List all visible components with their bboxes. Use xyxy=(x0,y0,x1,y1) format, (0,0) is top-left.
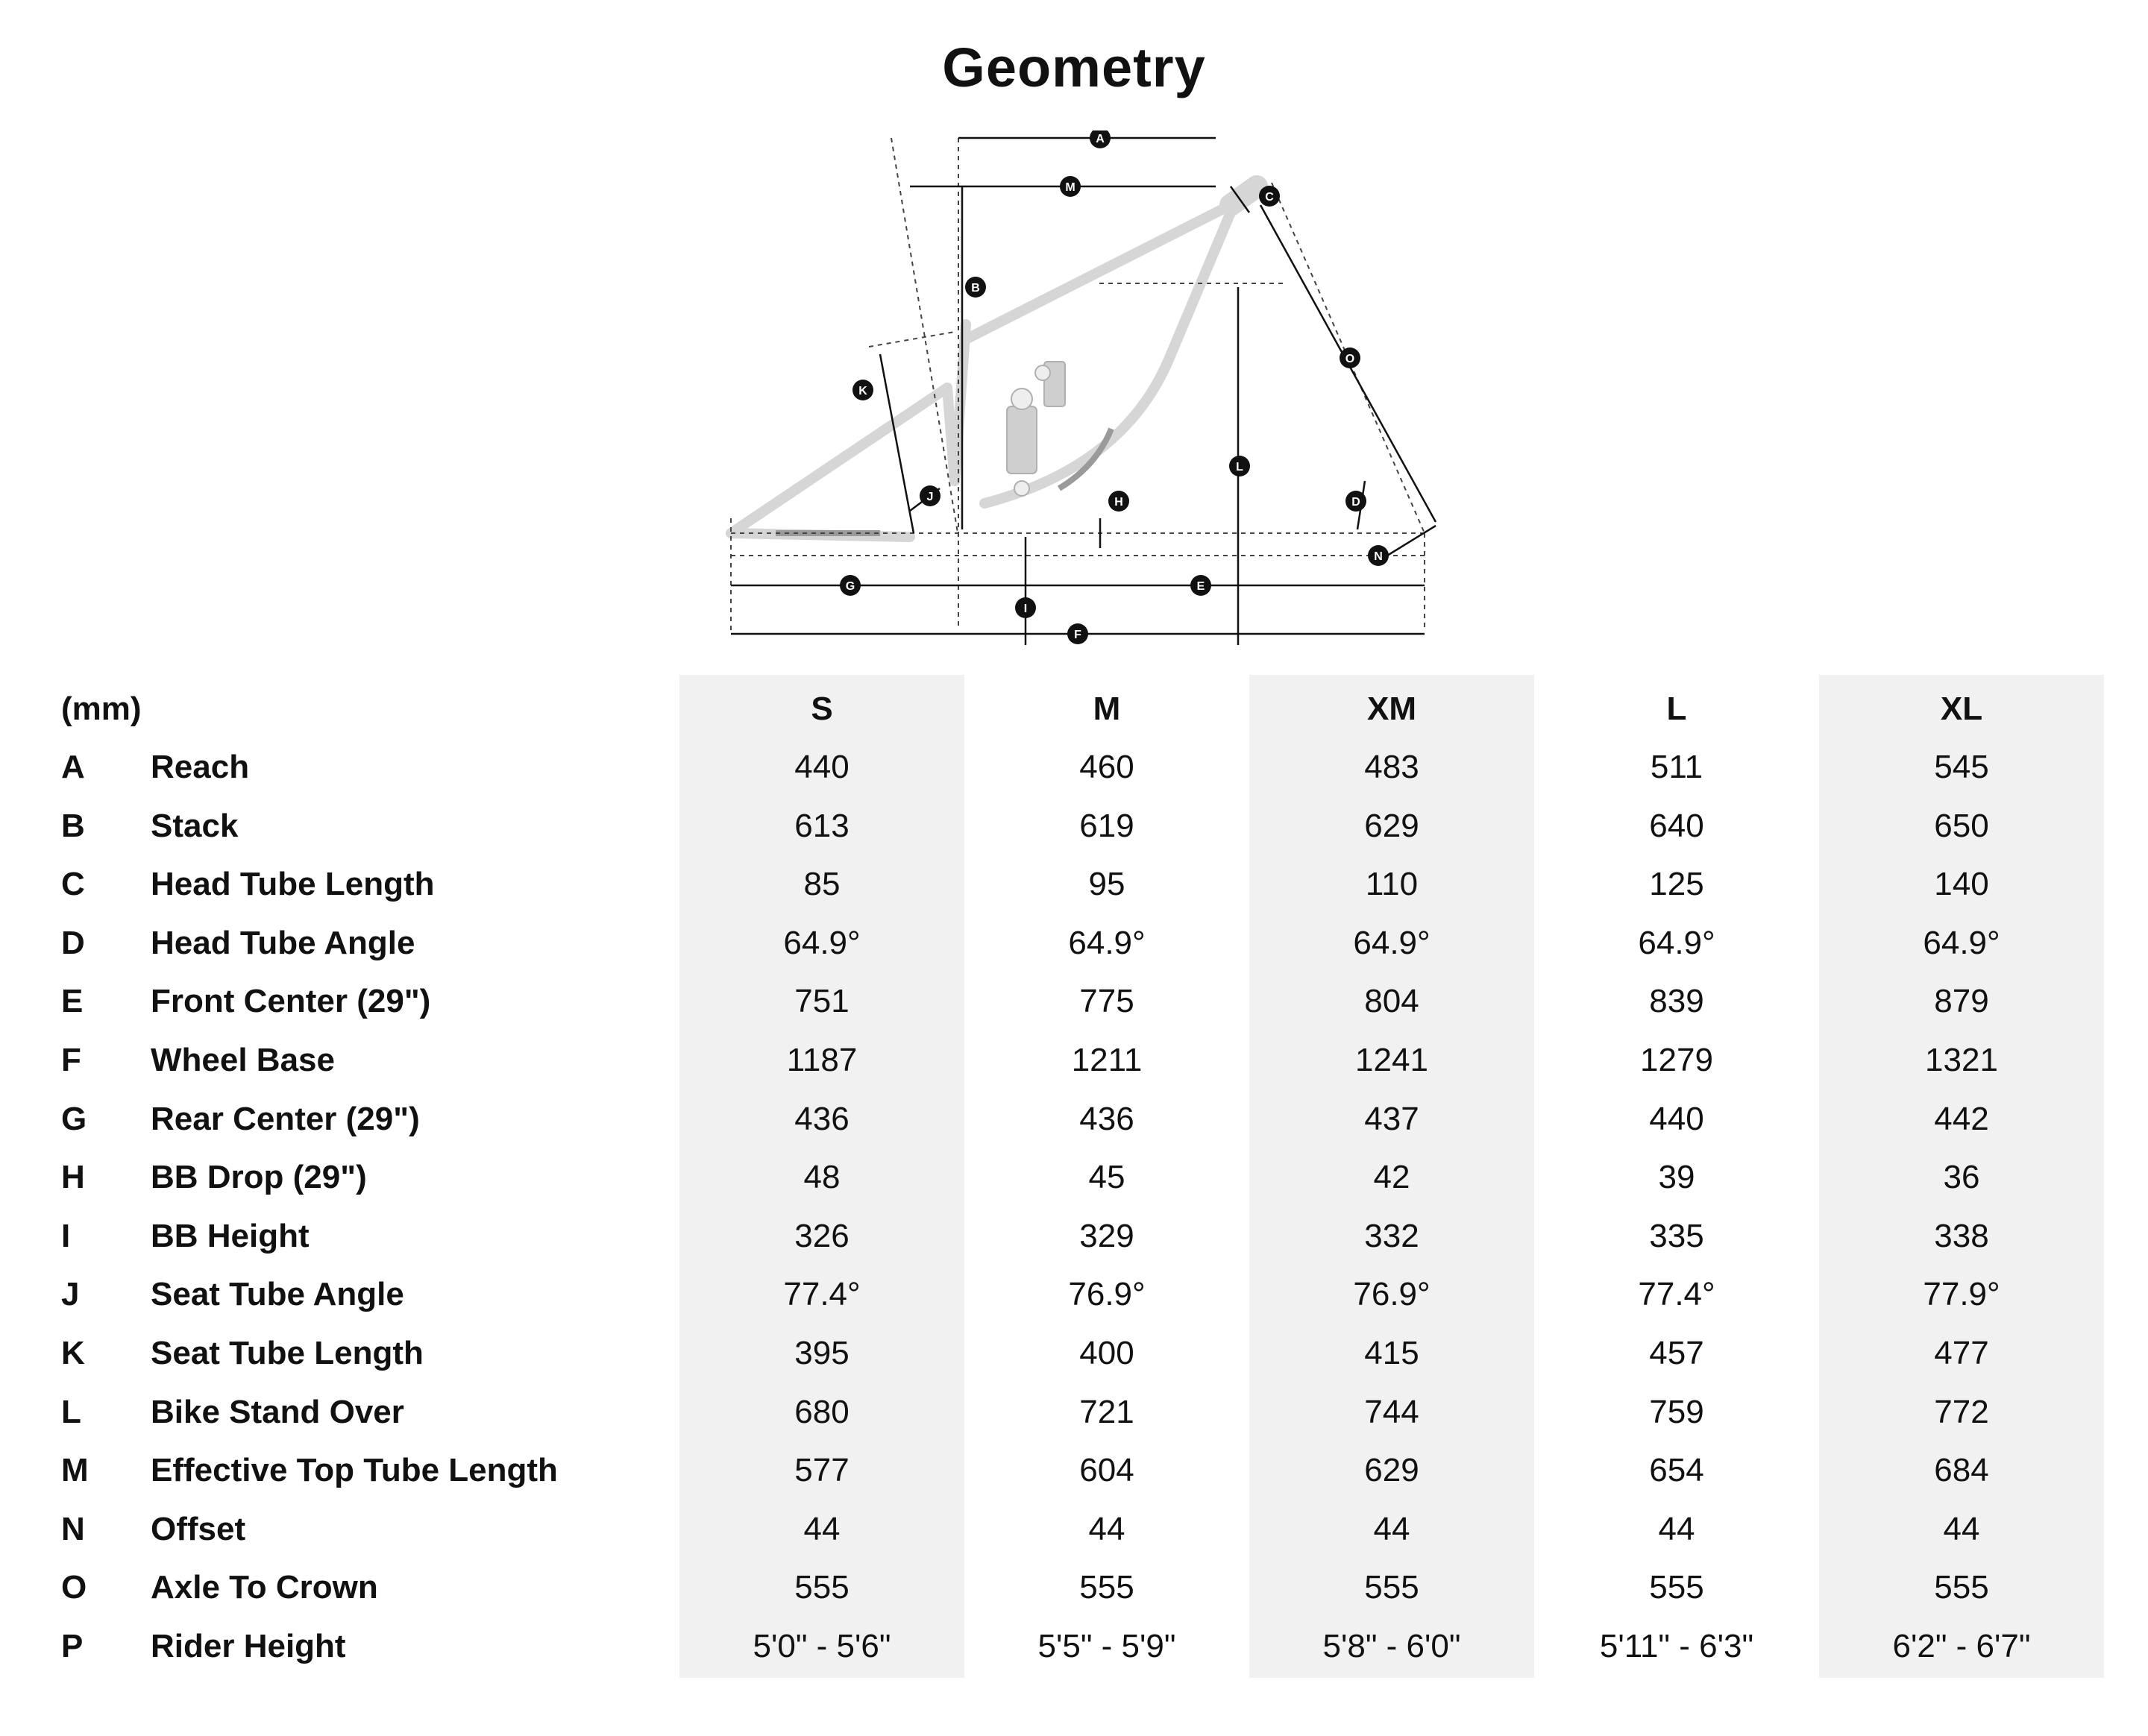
row-label: Head Tube Angle xyxy=(151,925,415,961)
row-value-xl: 555 xyxy=(1934,1569,1989,1606)
row-value-xl: 77.9° xyxy=(1923,1276,2000,1312)
marker-g xyxy=(840,575,861,596)
row-value-m: 76.9° xyxy=(1068,1276,1146,1312)
svg-text:E: E xyxy=(1196,580,1205,593)
row-value-s: 5'0" - 5'6" xyxy=(753,1628,891,1664)
svg-text:J: J xyxy=(926,491,934,503)
table-row xyxy=(0,1500,2148,1559)
marker-b xyxy=(965,277,986,298)
table-row xyxy=(0,1559,2148,1617)
unit-label: (mm) xyxy=(61,691,142,727)
marker-m xyxy=(1060,176,1081,197)
row-letter: N xyxy=(61,1511,85,1547)
table-row xyxy=(0,738,2148,796)
row-letter: C xyxy=(61,866,85,902)
table-row xyxy=(0,1148,2148,1207)
svg-text:G: G xyxy=(845,580,855,593)
row-label: Offset xyxy=(151,1511,246,1547)
row-value-m: 721 xyxy=(1079,1394,1134,1430)
marker-e xyxy=(1190,575,1211,596)
row-value-xl: 36 xyxy=(1943,1159,1980,1195)
row-label: Axle To Crown xyxy=(151,1569,378,1606)
svg-text:C: C xyxy=(1265,191,1274,204)
row-value-l: 77.4° xyxy=(1638,1276,1715,1312)
row-value-xl: 477 xyxy=(1934,1335,1989,1371)
marker-f xyxy=(1067,623,1088,644)
row-value-xm: 64.9° xyxy=(1353,925,1431,961)
size-header-xl: XL xyxy=(1940,691,1983,727)
row-value-m: 436 xyxy=(1079,1101,1134,1137)
row-value-m: 329 xyxy=(1079,1218,1134,1254)
row-value-m: 555 xyxy=(1079,1569,1134,1606)
row-value-s: 436 xyxy=(794,1101,850,1137)
marker-c xyxy=(1259,186,1280,207)
row-value-l: 759 xyxy=(1649,1394,1704,1430)
chainstay-guard xyxy=(776,429,1111,533)
table-row xyxy=(0,1383,2148,1441)
row-letter: O xyxy=(61,1569,87,1606)
row-value-l: 555 xyxy=(1649,1569,1704,1606)
table-row xyxy=(0,1031,2148,1089)
marker-n xyxy=(1368,545,1389,566)
row-label: Stack xyxy=(151,808,239,844)
row-letter: P xyxy=(61,1628,84,1664)
svg-text:L: L xyxy=(1236,461,1243,474)
marker-a xyxy=(1090,130,1111,148)
table-row xyxy=(0,1090,2148,1148)
row-label: Effective Top Tube Length xyxy=(151,1452,558,1488)
row-value-xl: 140 xyxy=(1934,866,1989,902)
row-letter: H xyxy=(61,1159,85,1195)
table-row xyxy=(0,1441,2148,1500)
row-value-s: 77.4° xyxy=(783,1276,861,1312)
row-label: Bike Stand Over xyxy=(151,1394,404,1430)
row-value-xl: 684 xyxy=(1934,1452,1989,1488)
row-value-xm: 804 xyxy=(1364,983,1419,1019)
row-value-xm: 483 xyxy=(1364,749,1419,785)
row-label: Reach xyxy=(151,749,250,785)
row-value-xm: 110 xyxy=(1365,866,1419,902)
row-value-s: 395 xyxy=(794,1335,850,1371)
row-value-xm: 629 xyxy=(1364,1452,1419,1488)
row-label: Head Tube Length xyxy=(151,866,435,902)
row-letter: F xyxy=(61,1042,81,1078)
svg-text:I: I xyxy=(1023,603,1028,615)
row-value-xm: 332 xyxy=(1364,1218,1419,1254)
table-header-row xyxy=(0,680,2148,738)
row-value-l: 5'11" - 6'3" xyxy=(1599,1628,1754,1664)
table-row xyxy=(0,1265,2148,1324)
row-letter: A xyxy=(61,749,85,785)
row-value-xl: 772 xyxy=(1934,1394,1989,1430)
marker-j xyxy=(920,485,940,506)
row-value-m: 1211 xyxy=(1071,1042,1143,1078)
row-value-l: 335 xyxy=(1649,1218,1704,1254)
row-value-l: 640 xyxy=(1649,808,1704,844)
row-value-m: 95 xyxy=(1088,866,1125,902)
row-label: Seat Tube Angle xyxy=(151,1276,404,1312)
row-value-xm: 44 xyxy=(1373,1511,1410,1547)
row-value-l: 1279 xyxy=(1640,1042,1713,1078)
row-value-m: 400 xyxy=(1079,1335,1134,1371)
row-letter: K xyxy=(61,1335,85,1371)
row-value-s: 1187 xyxy=(786,1042,858,1078)
row-label: BB Height xyxy=(151,1218,310,1254)
row-letter: E xyxy=(61,983,84,1019)
table-row xyxy=(0,1324,2148,1383)
row-value-s: 440 xyxy=(794,749,850,785)
row-letter: G xyxy=(61,1101,87,1137)
svg-text:O: O xyxy=(1345,353,1355,365)
row-value-s: 48 xyxy=(803,1159,841,1195)
row-value-xl: 442 xyxy=(1934,1101,1989,1137)
row-value-xm: 555 xyxy=(1364,1569,1419,1606)
bike-frame-illustration xyxy=(709,130,1447,652)
svg-text:M: M xyxy=(1065,181,1075,194)
row-letter: L xyxy=(61,1394,81,1430)
size-header-s: S xyxy=(811,691,833,727)
row-value-l: 44 xyxy=(1658,1511,1695,1547)
row-value-xm: 629 xyxy=(1364,808,1419,844)
row-label: Wheel Base xyxy=(151,1042,335,1078)
row-value-m: 64.9° xyxy=(1068,925,1146,961)
row-value-m: 5'5" - 5'9" xyxy=(1037,1628,1176,1664)
svg-text:H: H xyxy=(1114,496,1123,509)
row-value-m: 45 xyxy=(1088,1159,1125,1195)
row-value-xm: 42 xyxy=(1373,1159,1410,1195)
row-value-m: 460 xyxy=(1079,749,1134,785)
frame-tubes xyxy=(731,186,1257,537)
size-header-xm: XM xyxy=(1367,691,1416,727)
row-value-m: 619 xyxy=(1079,808,1134,844)
table-row xyxy=(0,797,2148,855)
svg-text:B: B xyxy=(971,282,980,295)
svg-text:F: F xyxy=(1074,629,1081,641)
row-value-s: 577 xyxy=(794,1452,850,1488)
table-row xyxy=(0,1617,2148,1676)
row-value-l: 39 xyxy=(1658,1159,1695,1195)
geometry-diagram xyxy=(709,130,1447,652)
row-value-l: 511 xyxy=(1650,749,1703,785)
row-letter: I xyxy=(61,1218,71,1254)
row-value-m: 44 xyxy=(1088,1511,1125,1547)
reference-lines xyxy=(731,138,1425,630)
row-value-xl: 338 xyxy=(1934,1218,1989,1254)
row-value-xl: 44 xyxy=(1943,1511,1980,1547)
row-value-m: 775 xyxy=(1079,983,1134,1019)
row-label: Rider Height xyxy=(151,1628,346,1664)
row-value-xl: 650 xyxy=(1934,808,1989,844)
row-value-s: 680 xyxy=(794,1394,850,1430)
marker-o xyxy=(1340,347,1360,368)
row-value-xl: 64.9° xyxy=(1923,925,2000,961)
row-value-l: 440 xyxy=(1649,1101,1704,1137)
marker-k xyxy=(852,380,873,400)
row-value-xm: 76.9° xyxy=(1353,1276,1431,1312)
row-value-s: 613 xyxy=(794,808,850,844)
row-label: Front Center (29") xyxy=(151,983,431,1019)
row-value-l: 839 xyxy=(1649,983,1704,1019)
row-value-l: 654 xyxy=(1649,1452,1704,1488)
table-row xyxy=(0,914,2148,972)
row-letter: B xyxy=(61,808,85,844)
row-value-xl: 1321 xyxy=(1925,1042,1998,1078)
row-value-m: 604 xyxy=(1079,1452,1134,1488)
size-header-l: L xyxy=(1666,691,1687,727)
row-value-s: 326 xyxy=(794,1218,850,1254)
row-value-xl: 6'2" - 6'7" xyxy=(1892,1628,2031,1664)
table-row xyxy=(0,855,2148,913)
row-value-s: 555 xyxy=(794,1569,850,1606)
measurement-lines xyxy=(731,138,1436,645)
marker-i xyxy=(1015,597,1036,618)
row-value-xm: 415 xyxy=(1364,1335,1419,1371)
row-value-xl: 545 xyxy=(1934,749,1989,785)
row-value-s: 44 xyxy=(803,1511,841,1547)
row-value-s: 85 xyxy=(803,866,841,902)
page-title: Geometry xyxy=(942,37,1206,98)
row-label: BB Drop (29") xyxy=(151,1159,367,1195)
row-letter: M xyxy=(61,1452,89,1488)
marker-h xyxy=(1108,491,1129,512)
svg-text:N: N xyxy=(1374,550,1383,563)
row-value-l: 125 xyxy=(1649,866,1704,902)
row-value-l: 64.9° xyxy=(1638,925,1715,961)
svg-text:A: A xyxy=(1096,133,1105,145)
row-value-xm: 5'8" - 6'0" xyxy=(1322,1628,1461,1664)
row-value-s: 751 xyxy=(794,983,850,1019)
marker-d xyxy=(1345,491,1366,512)
row-value-xm: 437 xyxy=(1364,1101,1419,1137)
row-value-s: 64.9° xyxy=(783,925,861,961)
table-row xyxy=(0,972,2148,1031)
diagram-markers xyxy=(840,130,1389,644)
size-header-m: M xyxy=(1093,691,1121,727)
marker-l xyxy=(1229,456,1250,477)
row-value-xm: 744 xyxy=(1364,1394,1419,1430)
svg-text:D: D xyxy=(1351,496,1360,509)
row-label: Rear Center (29") xyxy=(151,1101,420,1137)
row-value-xl: 879 xyxy=(1934,983,1989,1019)
row-letter: J xyxy=(61,1276,80,1312)
row-letter: D xyxy=(61,925,85,961)
svg-text:K: K xyxy=(858,385,867,397)
row-label: Seat Tube Length xyxy=(151,1335,424,1371)
table-row xyxy=(0,1207,2148,1265)
row-value-l: 457 xyxy=(1649,1335,1704,1371)
row-value-xm: 1241 xyxy=(1355,1042,1428,1078)
